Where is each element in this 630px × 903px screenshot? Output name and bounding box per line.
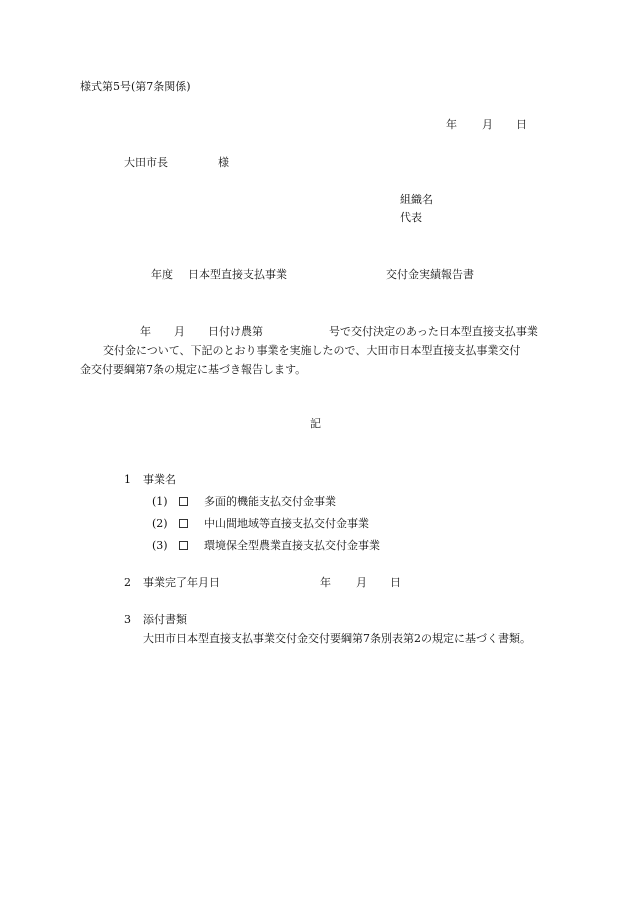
- body-line1: 号で交付決定のあった日本型直接支払事業: [329, 325, 538, 338]
- date-year-label: 年: [446, 118, 457, 131]
- section2-title: 事業完了年月日: [143, 576, 220, 589]
- checkbox-item-1[interactable]: [179, 497, 188, 506]
- section1-title: 事業名: [143, 473, 176, 486]
- representative-label: 代表: [400, 211, 422, 224]
- title-fiscal-year: 年度: [151, 268, 173, 281]
- section1-item-number: (3): [152, 539, 168, 552]
- checkbox-item-3[interactable]: [179, 541, 188, 550]
- section2-year-label: 年: [320, 576, 331, 589]
- section1-item-label: 中山間地域等直接支払交付金事業: [204, 517, 369, 530]
- body-year-label: 年: [140, 325, 151, 338]
- title-program: 日本型直接支払事業: [188, 268, 287, 281]
- title-report: 交付金実績報告書: [386, 268, 474, 281]
- section2-number: 2: [124, 576, 131, 589]
- addressee-mayor: 大田市長: [124, 156, 168, 169]
- section3-title: 添付書類: [143, 613, 187, 626]
- section2-month-label: 月: [356, 576, 367, 589]
- date-month-label: 月: [482, 118, 493, 131]
- body-line2: 交付金について、下記のとおり事業を実施したので、大田市日本型直接支払事業交付: [103, 344, 521, 357]
- date-day-label: 日: [516, 118, 527, 131]
- form-number: 様式第5号(第7条関係): [80, 80, 191, 93]
- body-dated-label: 日付け農第: [208, 325, 263, 338]
- organization-label: 組織名: [400, 193, 433, 206]
- ki-heading: 記: [310, 417, 321, 430]
- section2-day-label: 日: [390, 576, 401, 589]
- section1-item-number: (2): [152, 517, 168, 530]
- section1-number: 1: [124, 473, 131, 486]
- section1-item-label: 多面的機能支払交付金事業: [204, 495, 336, 508]
- checkbox-item-2[interactable]: [179, 519, 188, 528]
- section3-number: 3: [124, 613, 131, 626]
- body-line3: 金交付要綱第7条の規定に基づき報告します。: [80, 363, 307, 376]
- addressee-honorific: 様: [218, 156, 229, 169]
- section1-item-label: 環境保全型農業直接支払交付金事業: [204, 539, 380, 552]
- section3-text: 大田市日本型直接支払事業交付金交付要綱第7条別表第2の規定に基づく書類。: [143, 632, 531, 645]
- body-month-label: 月: [174, 325, 185, 338]
- section1-item-number: (1): [152, 495, 168, 508]
